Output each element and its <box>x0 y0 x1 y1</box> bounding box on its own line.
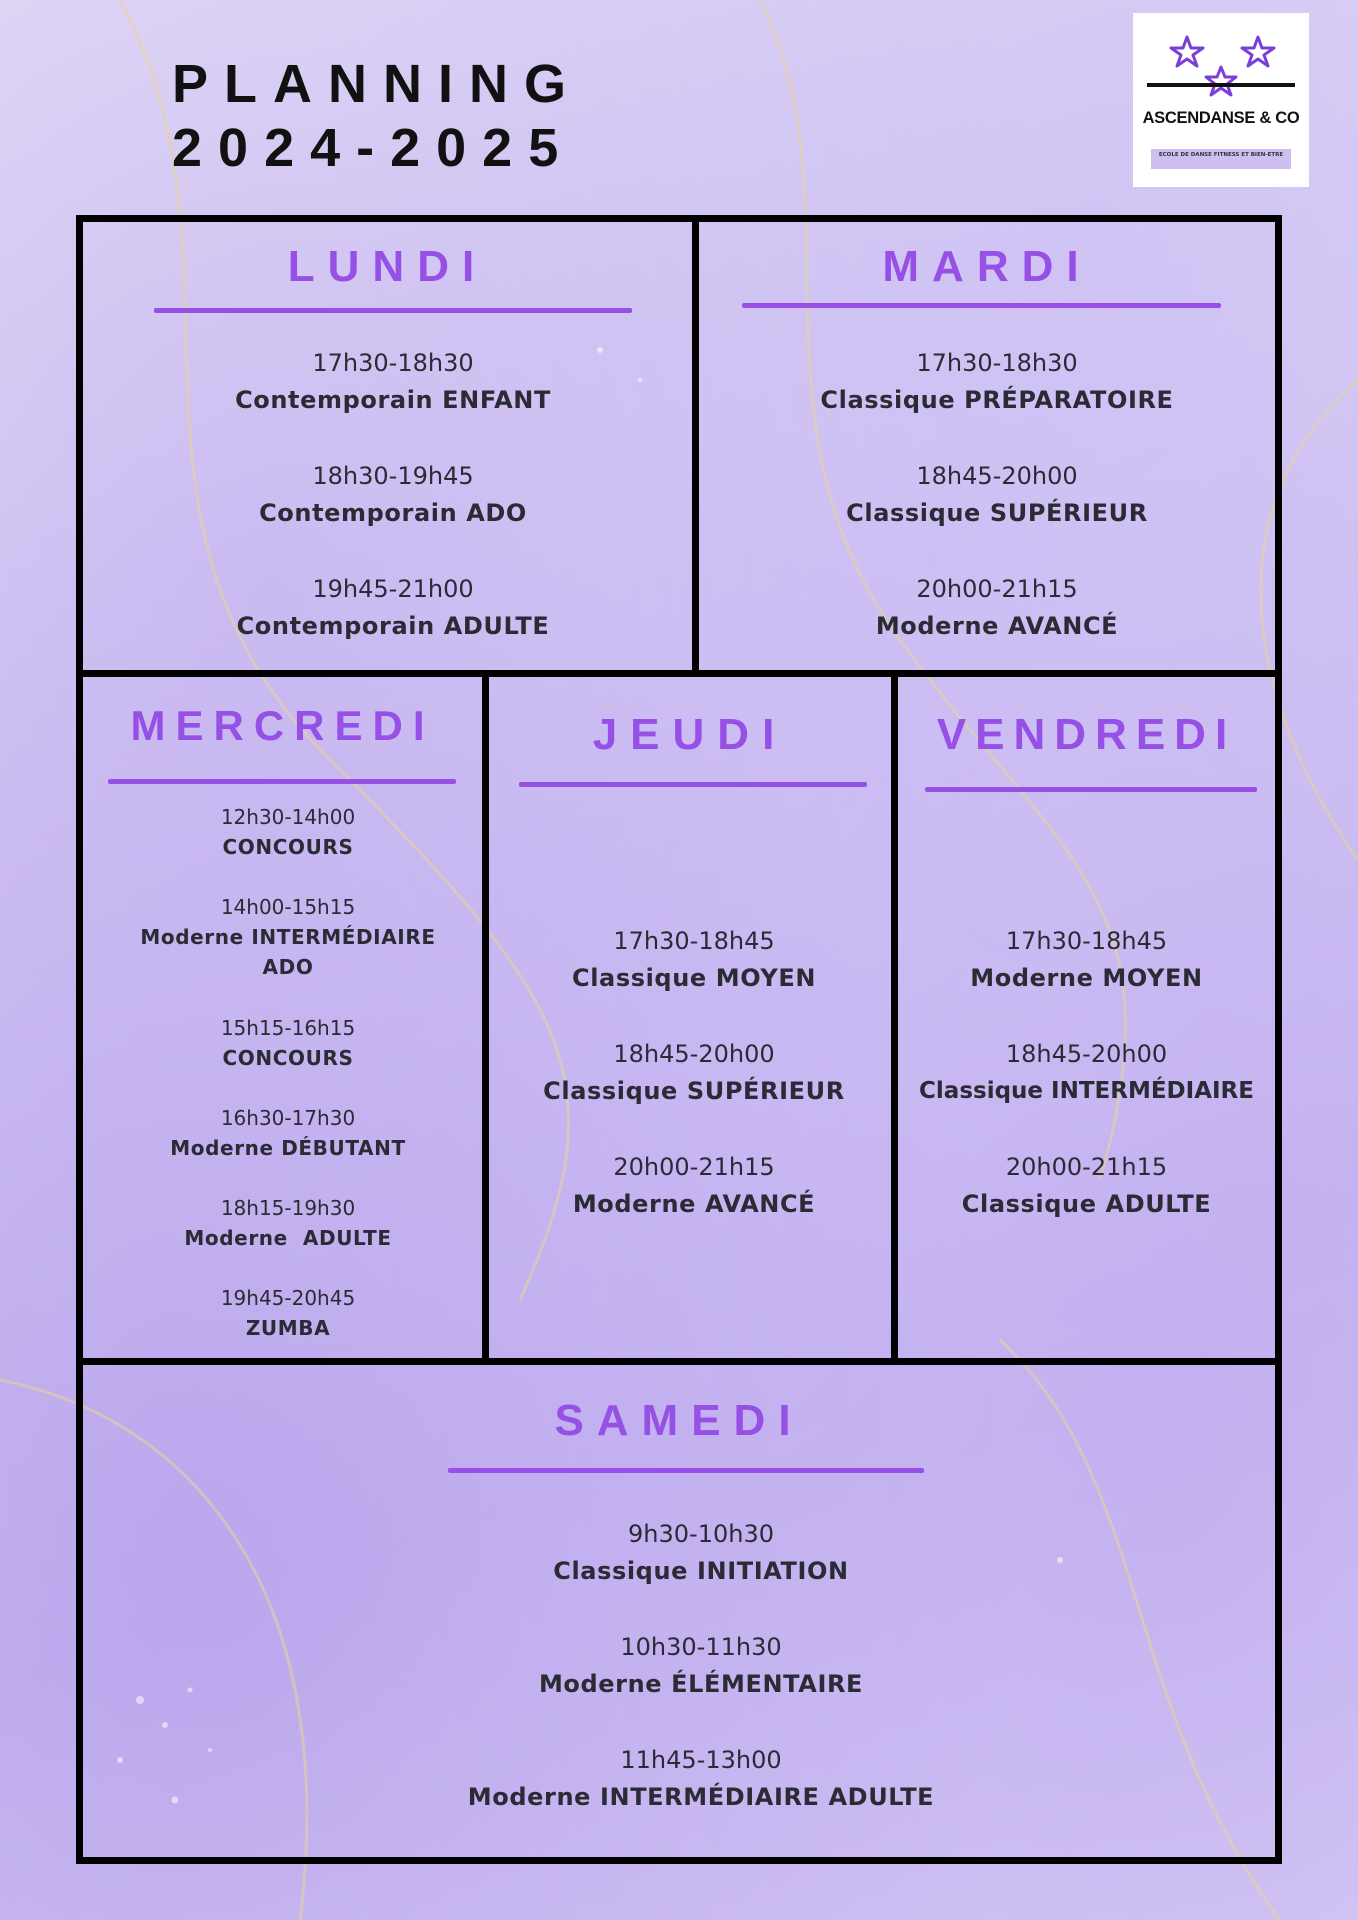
class-name: ZUMBA <box>245 1316 331 1340</box>
class-name: Classique SUPÉRIEUR <box>846 499 1148 527</box>
class-name: CONCOURS <box>222 1046 354 1070</box>
day-title: JEUDI <box>592 710 788 759</box>
day-underline <box>108 779 456 784</box>
class-name: Classique MOYEN <box>571 964 817 992</box>
class-slot <box>83 803 493 862</box>
grid-divider-row-2 <box>76 1358 1282 1365</box>
class-name: Contemporain ENFANT <box>235 386 551 414</box>
class-name: CONCOURS <box>222 835 354 859</box>
class-time: 18h45-20h00 <box>1005 1040 1168 1068</box>
class-slot <box>83 1742 1319 1816</box>
class-time: 15h15-16h15 <box>220 1016 356 1040</box>
class-slot <box>83 571 703 645</box>
class-slot <box>83 1516 1319 1590</box>
class-time: 18h45-20h00 <box>916 462 1078 490</box>
class-time: 19h45-21h00 <box>312 575 474 603</box>
class-name: Moderne INTERMÉDIAIRE ADULTE <box>467 1783 935 1811</box>
class-slot <box>83 345 703 419</box>
day-underline <box>154 308 632 313</box>
day-underline <box>519 782 867 787</box>
class-time: 18h30-19h45 <box>312 462 474 490</box>
class-name: Classique SUPÉRIEUR <box>543 1077 845 1105</box>
grid-divider-row-1 <box>76 670 1282 677</box>
class-time: 17h30-18h30 <box>312 349 474 377</box>
day-title: VENDREDI <box>936 710 1237 759</box>
class-name: Moderne AVANCÉ <box>572 1190 816 1218</box>
class-slot <box>83 893 493 982</box>
class-name: Moderne INTERMÉDIAIRE <box>140 925 436 949</box>
class-slot <box>699 571 1295 645</box>
title-line-2: 2024-2025 <box>172 118 575 178</box>
class-slot <box>489 1149 899 1223</box>
class-time: 14h00-15h15 <box>220 895 356 919</box>
class-name: Classique ADULTE <box>961 1190 1212 1218</box>
class-time: 20h00-21h15 <box>1005 1153 1168 1181</box>
class-time: 17h30-18h45 <box>613 927 775 955</box>
class-slot <box>898 923 1275 997</box>
day-underline <box>925 787 1257 792</box>
day-title: MERCREDI <box>130 702 435 749</box>
class-time: 19h45-20h45 <box>220 1286 356 1310</box>
class-slot <box>699 458 1295 532</box>
class-time: 20h00-21h15 <box>613 1153 775 1181</box>
logo <box>1133 13 1309 187</box>
class-time: 12h30-14h00 <box>220 805 356 829</box>
logo-subtitle: ECOLE DE DANSE FITNESS ET BIEN-ETRE <box>1151 149 1291 169</box>
class-time: 16h30-17h30 <box>220 1106 356 1130</box>
class-slot <box>699 345 1295 419</box>
class-time: 18h45-20h00 <box>613 1040 775 1068</box>
day-title: SAMEDI <box>554 1396 804 1445</box>
class-name: Moderne AVANCÉ <box>875 612 1119 640</box>
class-name: Contemporain ADULTE <box>236 612 550 640</box>
class-name: Moderne ADULTE <box>184 1226 392 1250</box>
day-title: MARDI <box>882 242 1092 291</box>
class-name: Classique INITIATION <box>553 1557 849 1585</box>
class-slot <box>489 1036 899 1110</box>
class-slot <box>83 458 703 532</box>
class-slot <box>83 1194 493 1253</box>
day-title: LUNDI <box>287 242 488 291</box>
class-time: 17h30-18h45 <box>1005 927 1168 955</box>
class-name: Moderne ÉLÉMENTAIRE <box>538 1670 864 1698</box>
class-slot <box>83 1014 493 1073</box>
class-name-continued: ADO <box>262 955 314 979</box>
class-name: Contemporain ADO <box>259 499 527 527</box>
grid-border-bottom <box>76 1857 1282 1864</box>
grid-border-top <box>76 215 1282 222</box>
logo-name: ASCENDANSE & CO <box>1142 109 1300 127</box>
class-time: 10h30-11h30 <box>620 1633 782 1661</box>
class-name: Moderne DÉBUTANT <box>170 1136 406 1160</box>
class-slot <box>83 1284 493 1343</box>
title-line-1: PLANNING <box>172 54 582 114</box>
class-name: Classique INTERMÉDIAIRE <box>919 1078 1254 1104</box>
class-name: Moderne MOYEN <box>970 964 1203 992</box>
grid-border-left <box>76 215 83 1864</box>
class-slot <box>489 923 899 997</box>
three-stars-icon <box>1133 13 1309 109</box>
day-underline <box>742 303 1221 308</box>
class-time: 11h45-13h00 <box>620 1746 782 1774</box>
class-slot <box>898 1036 1275 1110</box>
class-slot <box>898 1149 1275 1223</box>
class-time: 20h00-21h15 <box>916 575 1078 603</box>
class-slot <box>83 1104 493 1163</box>
page-title <box>172 52 582 180</box>
class-name: Classique PRÉPARATOIRE <box>820 386 1174 414</box>
class-time: 18h15-19h30 <box>220 1196 356 1220</box>
day-underline <box>448 1468 924 1473</box>
class-slot <box>83 1629 1319 1703</box>
class-time: 17h30-18h30 <box>916 349 1078 377</box>
class-time: 9h30-10h30 <box>628 1520 774 1548</box>
grid-divider-col-3 <box>891 674 898 1362</box>
